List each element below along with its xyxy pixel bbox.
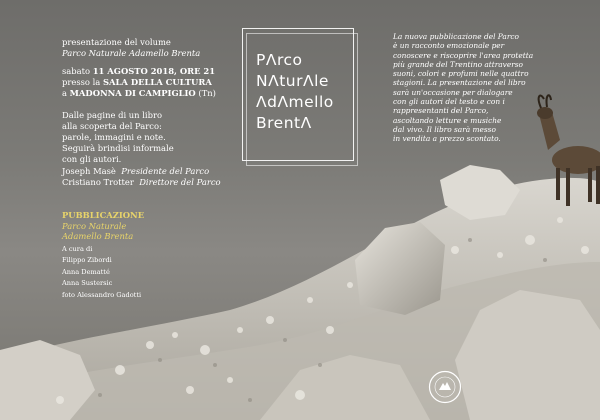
event-description: Dalle pagine di un libro alla scoperta del Parco: parole, immagini e note. Seguirà brindisi informale con gli autori. xyxy=(62,110,174,164)
speaker-1: Joseph Masè Presidente del Parco xyxy=(62,166,210,176)
boulder xyxy=(355,222,445,315)
speaker-2: Cristiano Trotter Direttore del Parco xyxy=(62,177,221,187)
author: Anna Dematté xyxy=(62,267,110,276)
publication-heading: PUBBLICAZIONE xyxy=(62,210,145,220)
park-seal-icon xyxy=(428,370,462,404)
intro-line: presentazione del volume xyxy=(62,37,171,47)
event-town: a MADONNA DI CAMPIGLIO (Tn) xyxy=(62,88,216,98)
photo-credit: foto Alessandro Gadotti xyxy=(62,290,142,299)
publication-block: PUBBLICAZIONE Parco Naturale Adamello Brenta xyxy=(62,210,252,242)
author: Anna Sustersic xyxy=(62,279,113,288)
book-description: La nuova pubblicazione del Parco è un racconto emozionale per conoscere e riscoprire l'area protetta più grande del Trentino attraverso suoni, colori e profumi nelle quattro stagioni. La presentazione del libro sarà un'occasione per dialogare con gli autori del testo e con i rappresentanti del Parco, ascoltando letture e musiche dal vivo. Il libro sarà messo in vendita a prezzo scontato. xyxy=(393,32,534,144)
event-details xyxy=(62,66,252,99)
author: Filippo Zibordi xyxy=(62,256,112,265)
credits: A cura di Filippo Zibordi Anna Dematté Anna Sustersic foto Alessandro Gadotti xyxy=(62,244,252,301)
park-logo: PΛrco NΛturΛle ΛdΛmello BrentΛ xyxy=(256,51,334,132)
book-title: Parco Naturale Adamello Brenta xyxy=(62,48,201,58)
speakers xyxy=(62,166,262,188)
event-date: sabato 11 AGOSTO 2018, ORE 21 xyxy=(62,66,216,76)
intro-text xyxy=(62,37,252,59)
event-venue: presso la SALA DELLA CULTURA xyxy=(62,77,212,87)
